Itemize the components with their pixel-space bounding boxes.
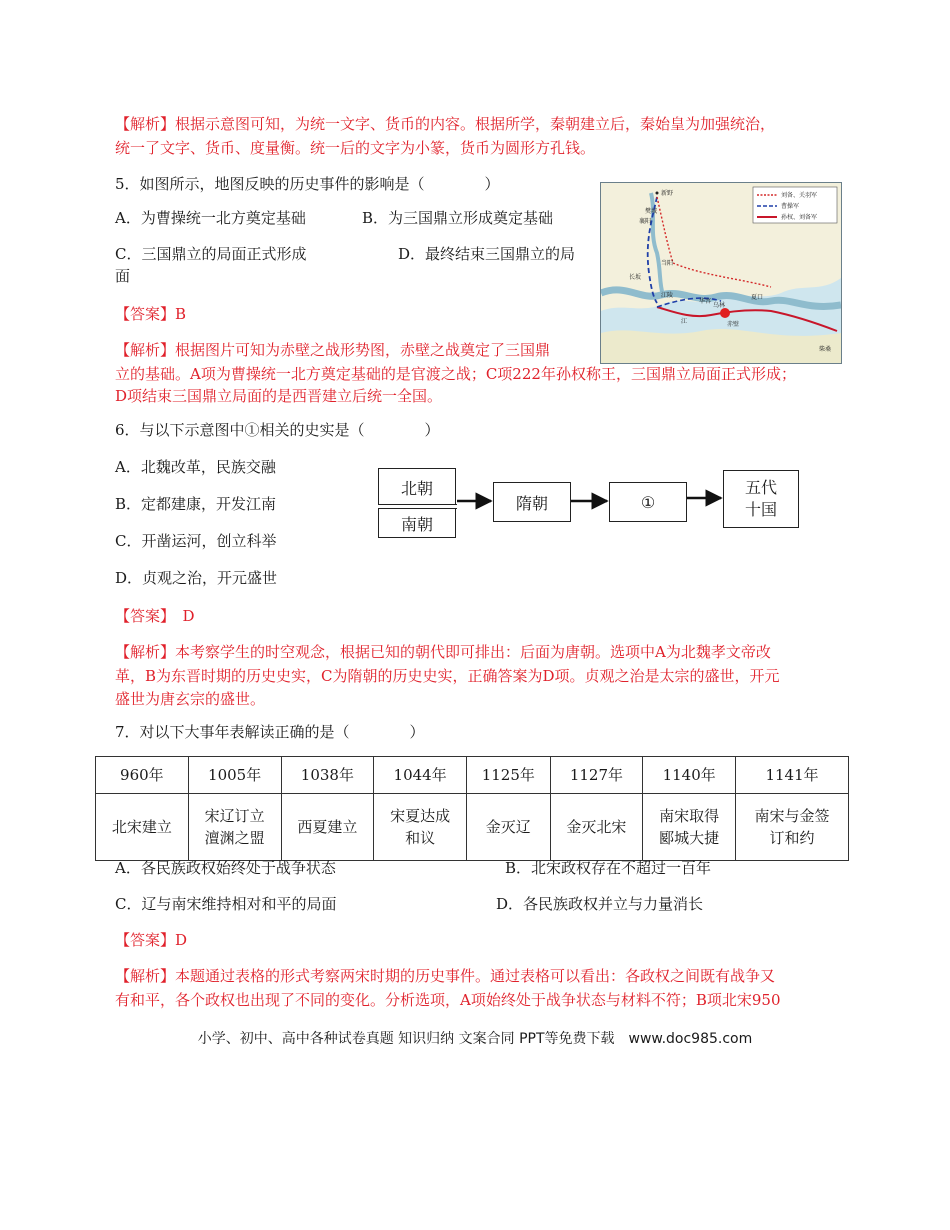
q7-analysis-line2: 有和平，各个政权也出现了不同的变化。分析选项，A项始终处于战争状态与材料不符；B项北宋950 <box>115 991 781 1009</box>
place-huarong: 华容 <box>699 298 712 305</box>
analysis-q4-line2: 统一了文字、货币、度量衡。统一后的文字为小篆，货币为圆形方孔钱。 <box>115 139 596 157</box>
q5-answer: 【答案】B <box>115 305 187 323</box>
legend-sun-liu: 孙权、刘备军 <box>781 214 818 221</box>
place-jiangling: 江陵 <box>661 292 674 299</box>
event-cell: 金灭辽 <box>467 794 551 861</box>
q6-option-b: B．定都建康，开发江南 <box>115 495 277 513</box>
q5-option-c: C．三国鼎立的局面正式形成 <box>115 245 307 263</box>
place-dangyang: 当阳 <box>661 260 674 267</box>
q7-analysis-line1: 【解析】本题通过表格的形式考察两宋时期的历史事件。通过表格可以看出：各政权之间既有战争又 <box>115 967 776 985</box>
q5-option-d: D．最终结束三国鼎立的局 <box>398 245 576 263</box>
table-row-events <box>96 794 849 861</box>
year-cell: 1038年 <box>281 757 374 794</box>
table-row-years <box>96 757 849 794</box>
events-chronology-table <box>95 756 849 861</box>
label-blank: ① <box>640 492 656 512</box>
year-cell: 1005年 <box>188 757 281 794</box>
year-cell: 1141年 <box>736 757 849 794</box>
q7-option-d: D．各民族政权并立与力量消长 <box>496 895 704 913</box>
q6-option-d: D．贞观之治，开元盛世 <box>115 569 278 587</box>
place-xiakou: 夏口 <box>751 294 764 301</box>
place-chaisang: 柴桑 <box>819 346 832 353</box>
event-cell: 宋夏达成 和议 <box>374 794 467 861</box>
place-xinye: 新野 <box>661 190 674 197</box>
event-cell: 南宋与金签 订和约 <box>736 794 849 861</box>
q6-option-a: A．北魏改革，民族交融 <box>115 458 276 476</box>
place-chibi: 赤壁 <box>727 321 740 328</box>
legend-cao: 曹操军 <box>781 203 800 210</box>
q5-analysis-line3: D项结束三国鼎立局面的是西晋建立后统一全国。 <box>115 387 443 405</box>
place-jiang: 江 <box>681 318 688 325</box>
legend-liu-guan: 刘备、关羽军 <box>781 192 818 199</box>
q7-option-a: A．各民族政权始终处于战争状态 <box>115 859 336 877</box>
event-cell: 西夏建立 <box>281 794 374 861</box>
year-cell: 1140年 <box>643 757 736 794</box>
q6-analysis-line2: 革，B为东晋时期的历史史实，C为隋朝的历史史实，正确答案为D项。贞观之治是太宗的盛世，开元 <box>115 667 780 685</box>
q6-answer: 【答案】 D <box>115 607 195 625</box>
place-wulin: 乌林 <box>713 302 726 309</box>
q5-option-b: B．为三国鼎立形成奠定基础 <box>362 209 554 227</box>
place-xiangyang: 襄阳 <box>639 218 652 225</box>
year-cell: 960年 <box>96 757 189 794</box>
q7-answer: 【答案】D <box>115 931 188 949</box>
event-cell: 宋辽订立 澶渊之盟 <box>188 794 281 861</box>
q6-analysis-line3: 盛世为唐玄宗的盛世。 <box>115 690 266 708</box>
question-7-stem: 7．对以下大事年表解读正确的是（ ） <box>115 723 425 741</box>
label-five-line2: 十国 <box>744 500 777 519</box>
question-6-stem: 6．与以下示意图中①相关的史实是（ ） <box>115 421 440 439</box>
label-sui: 隋朝 <box>515 493 548 513</box>
analysis-q4-line1: 【解析】根据示意图可知，为统一文字、货币的内容。根据所学，秦朝建立后，秦始皇为加强统治， <box>115 115 776 133</box>
q5-analysis-line1: 【解析】根据图片可知为赤壁之战形势图，赤壁之战奠定了三国鼎 <box>115 341 551 359</box>
event-cell: 金灭北宋 <box>550 794 643 861</box>
q5-option-d-wrap: 面 <box>115 267 131 285</box>
q5-option-a: A．为曹操统一北方奠定基础 <box>115 209 306 227</box>
q5-analysis-line2: 立的基础。A项为曹操统一北方奠定基础的是官渡之战；C项222年孙权称王，三国鼎立局面正式形成； <box>115 365 796 383</box>
label-south: 南朝 <box>400 514 433 534</box>
q6-option-c: C．开凿运河，创立科举 <box>115 532 277 550</box>
place-changban: 长坂 <box>629 274 642 281</box>
year-cell: 1127年 <box>550 757 643 794</box>
q7-option-c: C．辽与南宋维持相对和平的局面 <box>115 895 337 913</box>
question-5-stem: 5．如图所示，地图反映的历史事件的影响是（ ） <box>115 175 500 193</box>
year-cell: 1125年 <box>467 757 551 794</box>
place-fancheng: 樊城 <box>645 208 658 215</box>
event-cell: 北宋建立 <box>96 794 189 861</box>
label-five-line1: 五代 <box>744 478 777 497</box>
label-north: 北朝 <box>400 478 433 498</box>
page-footer: 小学、初中、高中各种试卷真题 知识归纳 文案合同 PPT等免费下载 www.doc985.com <box>197 1031 753 1047</box>
event-cell: 南宋取得 郾城大捷 <box>643 794 736 861</box>
q7-option-b: B．北宋政权存在不超过一百年 <box>505 859 712 877</box>
year-cell: 1044年 <box>374 757 467 794</box>
q6-analysis-line1: 【解析】本考察学生的时空观念，根据已知的朝代即可排出：后面为唐朝。选项中A为北魏孝文帝改 <box>115 643 771 661</box>
